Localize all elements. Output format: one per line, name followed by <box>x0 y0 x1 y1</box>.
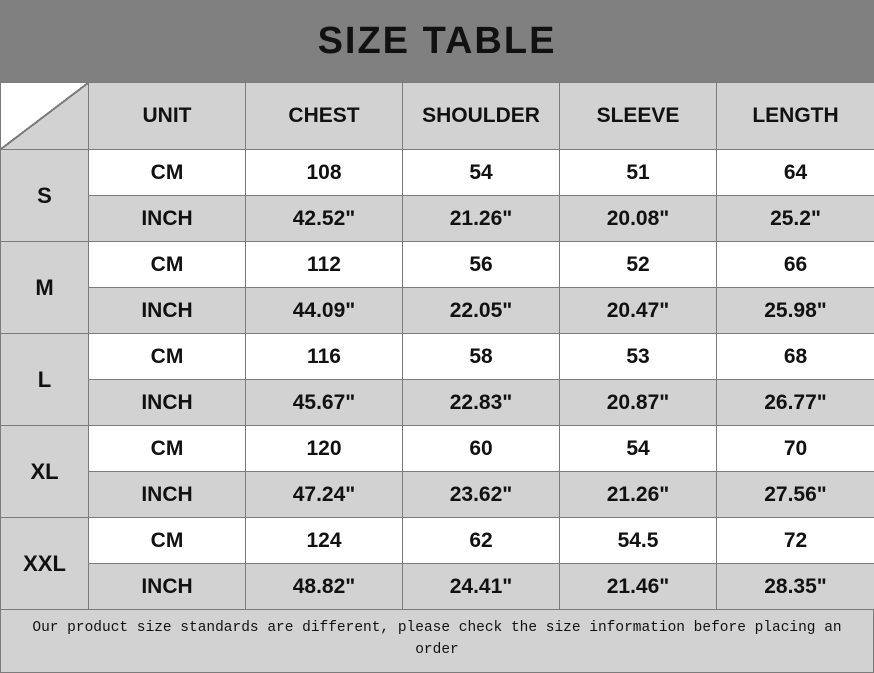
column-header-unit: UNIT <box>89 83 246 150</box>
cell-s-cm-length: 64 <box>717 150 874 196</box>
column-header-length: LENGTH <box>717 83 874 150</box>
unit-inch: INCH <box>89 196 246 242</box>
table-row <box>1 150 874 196</box>
cell-m-cm-sleeve: 52 <box>560 242 717 288</box>
size-label-m: M <box>1 242 89 334</box>
cell-xxl-inch-sleeve: 21.46" <box>560 564 717 610</box>
cell-s-inch-sleeve: 20.08" <box>560 196 717 242</box>
unit-inch: INCH <box>89 380 246 426</box>
cell-l-cm-length: 68 <box>717 334 874 380</box>
cell-xl-inch-shoulder: 23.62" <box>403 472 560 518</box>
cell-xxl-cm-chest: 124 <box>246 518 403 564</box>
cell-xl-cm-length: 70 <box>717 426 874 472</box>
cell-s-inch-chest: 42.52" <box>246 196 403 242</box>
cell-m-cm-chest: 112 <box>246 242 403 288</box>
cell-xl-inch-sleeve: 21.26" <box>560 472 717 518</box>
unit-cm: CM <box>89 334 246 380</box>
cell-m-inch-shoulder: 22.05" <box>403 288 560 334</box>
corner-diagonal-cell <box>1 83 89 150</box>
cell-l-inch-sleeve: 20.87" <box>560 380 717 426</box>
size-label-s: S <box>1 150 89 242</box>
cell-l-cm-chest: 116 <box>246 334 403 380</box>
cell-xl-cm-shoulder: 60 <box>403 426 560 472</box>
size-label-xxl: XXL <box>1 518 89 610</box>
unit-cm: CM <box>89 426 246 472</box>
column-header-shoulder: SHOULDER <box>403 83 560 150</box>
table-header-row <box>1 83 874 150</box>
size-label-l: L <box>1 334 89 426</box>
cell-xxl-cm-length: 72 <box>717 518 874 564</box>
cell-l-cm-sleeve: 53 <box>560 334 717 380</box>
cell-xl-inch-length: 27.56" <box>717 472 874 518</box>
table-row <box>1 380 874 426</box>
table-row <box>1 564 874 610</box>
cell-m-cm-length: 66 <box>717 242 874 288</box>
diagonal-slash-icon <box>1 83 88 149</box>
column-header-chest: CHEST <box>246 83 403 150</box>
cell-xl-cm-sleeve: 54 <box>560 426 717 472</box>
size-table <box>0 82 874 610</box>
cell-s-inch-length: 25.2" <box>717 196 874 242</box>
cell-s-cm-shoulder: 54 <box>403 150 560 196</box>
cell-xl-cm-chest: 120 <box>246 426 403 472</box>
cell-xxl-cm-sleeve: 54.5 <box>560 518 717 564</box>
cell-xxl-inch-length: 28.35" <box>717 564 874 610</box>
unit-cm: CM <box>89 518 246 564</box>
cell-m-inch-sleeve: 20.47" <box>560 288 717 334</box>
cell-l-inch-shoulder: 22.83" <box>403 380 560 426</box>
table-row <box>1 518 874 564</box>
cell-s-cm-chest: 108 <box>246 150 403 196</box>
footnote-text: Our product size standards are different, please check the size information before placing an order <box>0 610 874 673</box>
cell-l-cm-shoulder: 58 <box>403 334 560 380</box>
title-bar <box>0 0 874 82</box>
cell-xl-inch-chest: 47.24" <box>246 472 403 518</box>
table-row <box>1 242 874 288</box>
table-row <box>1 472 874 518</box>
unit-cm: CM <box>89 150 246 196</box>
table-row <box>1 196 874 242</box>
column-header-sleeve: SLEEVE <box>560 83 717 150</box>
cell-m-cm-shoulder: 56 <box>403 242 560 288</box>
page-title: SIZE TABLE <box>318 20 557 63</box>
size-label-xl: XL <box>1 426 89 518</box>
cell-l-inch-chest: 45.67" <box>246 380 403 426</box>
cell-xxl-inch-chest: 48.82" <box>246 564 403 610</box>
cell-s-cm-sleeve: 51 <box>560 150 717 196</box>
unit-inch: INCH <box>89 288 246 334</box>
cell-m-inch-chest: 44.09" <box>246 288 403 334</box>
table-row <box>1 334 874 380</box>
cell-s-inch-shoulder: 21.26" <box>403 196 560 242</box>
cell-xxl-inch-shoulder: 24.41" <box>403 564 560 610</box>
cell-l-inch-length: 26.77" <box>717 380 874 426</box>
table-row <box>1 426 874 472</box>
unit-cm: CM <box>89 242 246 288</box>
cell-xxl-cm-shoulder: 62 <box>403 518 560 564</box>
cell-m-inch-length: 25.98" <box>717 288 874 334</box>
unit-inch: INCH <box>89 564 246 610</box>
unit-inch: INCH <box>89 472 246 518</box>
table-row <box>1 288 874 334</box>
